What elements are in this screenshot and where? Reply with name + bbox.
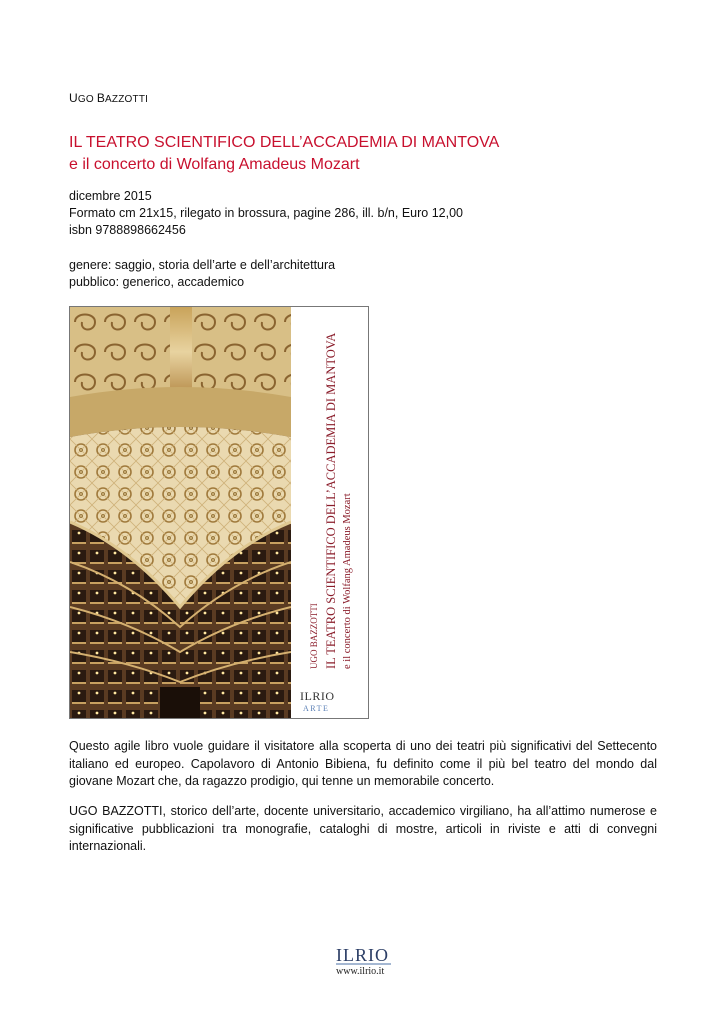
book-classification — [69, 257, 335, 291]
book-title-line1: IL TEATRO SCIENTIFICO DELL’ACCADEMIA DI MANTOVA — [69, 134, 500, 151]
publication-date: dicembre 2015 — [69, 189, 152, 203]
book-details — [69, 188, 463, 239]
isbn: isbn 9788898662456 — [69, 223, 186, 237]
audience: pubblico: generico, accademico — [69, 275, 245, 289]
book-title — [69, 132, 499, 176]
cover-text-panel — [291, 307, 368, 718]
format-info: Formato cm 21x15, rilegato in brossura, pagine 286, ill. b/n, Euro 12,00 — [69, 206, 463, 220]
author-name: UGO BAZZOTTI — [69, 91, 149, 105]
book-cover — [69, 306, 369, 719]
cover-publisher-logo: ILRIO — [300, 689, 335, 703]
genre: genere: saggio, storia dell’arte e dell’architettura — [69, 258, 336, 272]
cover-title-line2: e il concerto di Wolfang Amadeus Mozart — [342, 493, 353, 669]
author-bio: UGO BAZZOTTI, storico dell’arte, docente universitario, accademico virgiliano, ha all’attimo numerose e significative pubblicazioni tra monografie, cataloghi di mostre, articoli in riviste e atti di convegni internazionali. — [69, 804, 657, 853]
svg-text:ILRIO: ILRIO — [336, 945, 389, 965]
cover-title-line1: IL TEATRO SCIENTIFICO DELL’ACCADEMIA DI MANTOVA — [324, 332, 338, 669]
cover-author: UGO BAZZOTTI — [309, 603, 319, 669]
publisher-website-link[interactable]: www.ilrio.it — [336, 966, 385, 977]
book-title-line2: e il concerto di Wolfang Amadeus Mozart — [69, 156, 360, 173]
cover-publisher-series: ARTE — [303, 704, 330, 713]
book-description: Questo agile libro vuole guidare il visitatore alla scoperta di uno dei teatri più significativi del Settecento italiano ed europeo. Capolavoro di Antonio Bibiena, fu definito come il più bel teatro del mondo dal giovane Mozart che, da ragazzo prodigio, qui tenne un memorabile concerto. — [69, 739, 657, 788]
theatre-photo — [70, 307, 291, 718]
